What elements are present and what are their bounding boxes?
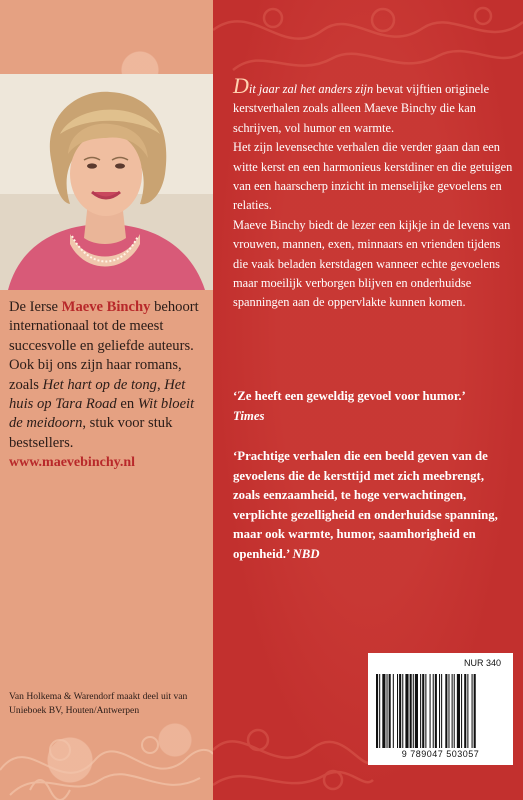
barcode-bar [379, 674, 380, 748]
barcode-bar [405, 674, 408, 748]
book-title-2: Het huis op Tara Road [9, 376, 186, 413]
barcode-bar [454, 674, 455, 748]
book-title: it jaar zal het anders zijn [248, 82, 374, 96]
nur-label: NUR 340 [460, 658, 513, 668]
barcode-bar [376, 674, 378, 748]
barcode-bar [399, 674, 401, 748]
barcode-bar [441, 674, 442, 748]
nur-code [368, 656, 513, 671]
barcode-bar [445, 674, 447, 748]
ornament-right-top [213, 0, 523, 80]
separator: en [116, 396, 138, 413]
barcode-bar [422, 674, 424, 748]
quote-source: Times [233, 408, 265, 423]
barcode-bar [387, 674, 388, 748]
isbn-number: 9 789047 503057 [401, 749, 480, 759]
quote-source: NBD [292, 546, 320, 561]
author-blurb [9, 298, 209, 473]
barcode-bar [464, 674, 466, 748]
barcode-bar [439, 674, 440, 748]
review-quote-1 [233, 387, 513, 426]
publisher-note: Van Holkema & Warendorf maakt deel uit van Unieboek BV, Houten/Antwerpen [9, 691, 188, 716]
barcode-bar [472, 674, 473, 748]
intro-paragraph-1 [233, 73, 515, 138]
barcode [376, 674, 504, 748]
barcode-bar [393, 674, 394, 748]
author-website[interactable]: www.maevebinchy.nl [9, 455, 136, 471]
barcode-bar [467, 674, 468, 748]
intro-paragraph-3: Maeve Binchy biedt de lezer een kijkje in de levens van vrouwen, mannen, exen, minnaars en vrienden tijdens die vaak beladen kerstdagen wanneer echte gevoelens maar moeilijk verborgen blijven en onderhuidse spanningen aan de oppervlakte kunnen komen. [233, 217, 511, 310]
barcode-bar [382, 674, 385, 748]
blurb-text-1: behoort internationaal tot de meest succesvolle en geliefde auteurs. Ook bij ons zijn haar romans, zoals [9, 299, 199, 393]
quote-text: ‘Ze heeft een geweldig gevoel voor humor.’ [233, 389, 466, 403]
barcode-bar [425, 674, 426, 748]
barcode-bar [452, 674, 453, 748]
review-quote-2 [233, 447, 513, 565]
author-photo [0, 74, 213, 290]
book-title-3: Wit bloeit de meidoorn [9, 396, 195, 432]
blurb-text-2: , stuk voor stuk bestsellers. [9, 415, 173, 451]
drop-cap: D [233, 73, 249, 98]
barcode-bar [457, 674, 460, 748]
barcode-bar [415, 674, 418, 748]
barcode-bar [461, 674, 462, 748]
intro-text [233, 73, 515, 313]
barcode-bar [389, 674, 391, 748]
book-title-1: Het hart op de tong [42, 376, 157, 393]
barcode-bar [435, 674, 437, 748]
barcode-bar [433, 674, 434, 748]
separator: , [156, 376, 165, 393]
intro-paragraph-2: Het zijn levensechte verhalen die verder gaan dan een witte kerst en een harmonieus kerstdiner en die getuigen van een haarscherp inzicht in menselijke gevoelens en relaties. [233, 140, 513, 213]
barcode-bar [413, 674, 414, 748]
barcode-bar [430, 674, 431, 748]
barcode-bar [397, 674, 398, 748]
barcode-bar [420, 674, 421, 748]
intro-paragraph-1-text: bevat vijftien originele kerstverhalen zoals alleen Maeve Binchy die kan schrijven, vol humor en warmte. [233, 82, 490, 135]
author-name: Maeve Binchy [61, 299, 151, 315]
barcode-bar [448, 674, 449, 748]
barcode-bar [410, 674, 412, 748]
quote-text: ‘Prachtige verhalen die een beeld geven van de gevoelens die de kersttijd met zich meebrengt, zoals eenzaamheid, te hoge verwachtingen, verplichte gezelligheid en onderhuidse spanning, maar ook warmte, humor, saamhorigheid en openheid.’ [233, 449, 498, 561]
barcode-bar [402, 674, 403, 748]
barcode-bar [474, 674, 476, 748]
blurb-lead: De Ierse [9, 299, 62, 315]
